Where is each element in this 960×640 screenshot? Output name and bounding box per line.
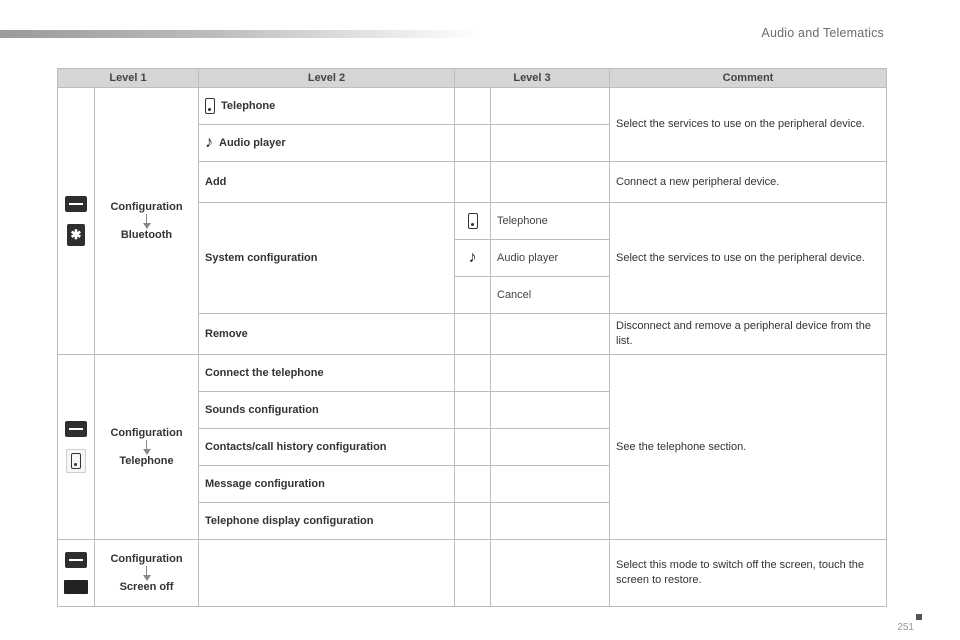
empty-cell — [455, 162, 491, 203]
empty-cell — [199, 540, 455, 607]
comment-system: Select the services to use on the peripheral device. — [610, 203, 887, 314]
level2-audio-player — [199, 125, 455, 162]
level1-icons-bluetooth — [58, 88, 95, 355]
empty-cell — [491, 314, 610, 355]
empty-cell — [491, 503, 610, 540]
empty-cell — [455, 429, 491, 466]
empty-cell — [491, 540, 610, 607]
comment-screen-off: Select this mode to switch off the screen, touch the screen to restore. — [610, 540, 887, 607]
level1-bluetooth-label: Bluetooth — [120, 229, 173, 241]
level2-add: Add — [199, 162, 455, 203]
table-header-row — [58, 69, 887, 88]
comment-add: Connect a new peripheral device. — [610, 162, 887, 203]
level1-screen-off-label: Screen off — [119, 581, 174, 593]
header-level3: Level 3 — [455, 69, 610, 88]
level3-audio-icon-cell — [455, 240, 491, 277]
empty-cell — [455, 277, 491, 314]
empty-cell — [455, 466, 491, 503]
level1-label-bluetooth — [95, 88, 199, 355]
menu-icon — [65, 421, 87, 437]
phone-icon — [468, 213, 478, 229]
bluetooth-icon: ✱ — [67, 224, 85, 246]
level1-icons-screen-off — [58, 540, 95, 607]
phone-icon — [205, 98, 215, 114]
empty-cell — [455, 88, 491, 125]
level1-configuration-label: Configuration — [110, 553, 183, 565]
level1-label-telephone — [95, 355, 199, 540]
empty-cell — [491, 162, 610, 203]
empty-cell — [491, 355, 610, 392]
phone-icon — [66, 449, 86, 473]
down-arrow-icon — [95, 439, 198, 455]
comment-services: Select the services to use on the peripheral device. — [610, 88, 887, 162]
level2-telephone-label: Telephone — [221, 100, 276, 112]
header-comment: Comment — [610, 69, 887, 88]
level2-audio-player-label: Audio player — [219, 137, 286, 149]
level2-contacts-configuration: Contacts/call history configuration — [199, 429, 455, 466]
level3-telephone-icon-cell — [455, 203, 491, 240]
screen-icon — [64, 580, 88, 594]
level2-telephone-display-configuration: Telephone display configuration — [199, 503, 455, 540]
table-row — [58, 355, 887, 392]
empty-cell — [491, 125, 610, 162]
empty-cell — [455, 540, 491, 607]
level2-connect-telephone: Connect the telephone — [199, 355, 455, 392]
down-arrow-icon — [95, 565, 198, 581]
level2-message-configuration: Message configuration — [199, 466, 455, 503]
table-row — [58, 88, 887, 125]
level3-audio-player: Audio player — [491, 240, 610, 277]
header-gradient-bar — [0, 30, 480, 38]
empty-cell — [455, 392, 491, 429]
empty-cell — [491, 466, 610, 503]
footer-marker — [916, 614, 922, 620]
menu-table — [57, 68, 887, 607]
header-level2: Level 2 — [199, 69, 455, 88]
empty-cell — [455, 503, 491, 540]
menu-icon — [65, 196, 87, 212]
down-arrow-icon — [95, 213, 198, 229]
level2-telephone — [199, 88, 455, 125]
music-note-icon: ♪ — [205, 134, 213, 151]
level3-cancel: Cancel — [491, 277, 610, 314]
header-level1: Level 1 — [58, 69, 199, 88]
level1-label-screen-off — [95, 540, 199, 607]
comment-remove: Disconnect and remove a peripheral device from the list. — [610, 314, 887, 355]
table-row — [58, 540, 887, 607]
empty-cell — [491, 392, 610, 429]
empty-cell — [491, 429, 610, 466]
empty-cell — [455, 314, 491, 355]
empty-cell — [455, 125, 491, 162]
level1-configuration-label: Configuration — [110, 201, 183, 213]
level2-system-configuration: System configuration — [199, 203, 455, 314]
comment-telephone: See the telephone section. — [610, 355, 887, 540]
level1-icons-telephone — [58, 355, 95, 540]
empty-cell — [491, 88, 610, 125]
page-number: 251 — [897, 622, 914, 633]
level3-telephone: Telephone — [491, 203, 610, 240]
menu-icon — [65, 552, 87, 568]
level1-telephone-label: Telephone — [119, 455, 174, 467]
music-note-icon: ♪ — [468, 249, 477, 266]
level2-remove: Remove — [199, 314, 455, 355]
section-title: Audio and Telematics — [761, 26, 884, 40]
empty-cell — [455, 355, 491, 392]
level1-configuration-label: Configuration — [110, 427, 183, 439]
level2-sounds-configuration: Sounds configuration — [199, 392, 455, 429]
